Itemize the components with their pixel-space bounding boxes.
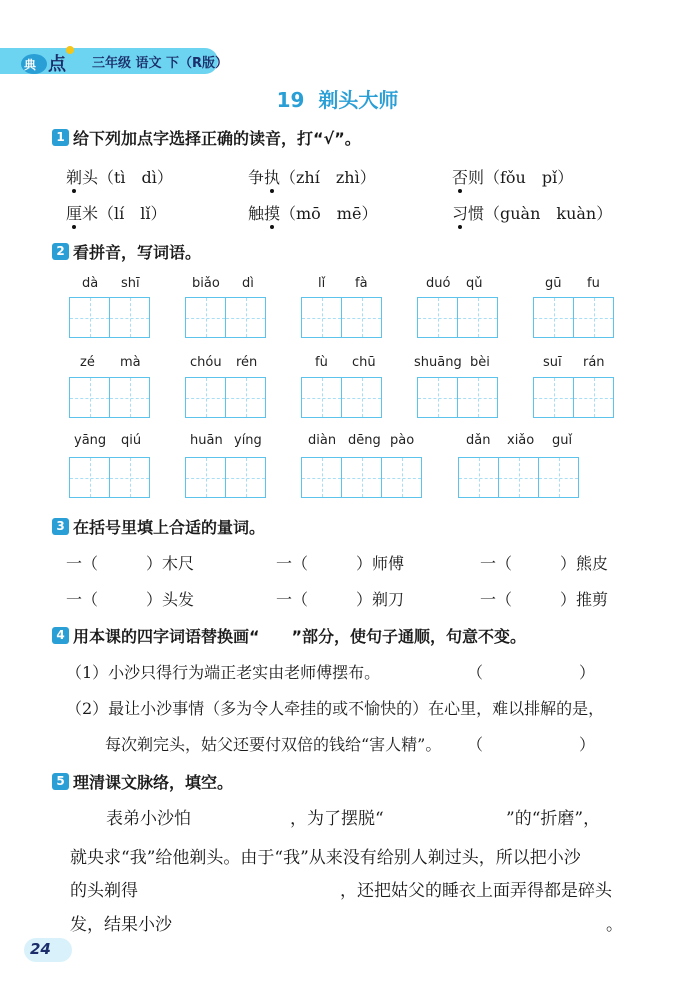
- pinyin: chū: [352, 355, 376, 370]
- paragraph-text: ”的“折磨”，: [506, 809, 601, 829]
- answer-paren[interactable]: （ ）: [467, 663, 596, 682]
- pinyin: xiǎo: [507, 433, 535, 448]
- question-prompt: 在括号里填上合适的量词。: [73, 518, 266, 537]
- pinyin: dǎn: [466, 433, 491, 448]
- sentence-2b: 每次剃完头，姑父还要付双倍的钱给“害人精”。: [105, 735, 442, 754]
- writing-grid[interactable]: [417, 377, 498, 418]
- writing-grid[interactable]: [533, 297, 614, 338]
- pinyin: shī: [121, 276, 140, 291]
- measure-word-item[interactable]: 一（ ）头发: [66, 590, 195, 609]
- question-1: [52, 126, 361, 149]
- sentence-2a: （2）最让小沙事情（多为令人牵挂的或不愉快的）在心里，难以排解的是，: [66, 699, 605, 718]
- question-prompt: 看拼音，写词语。: [73, 243, 202, 262]
- measure-word-item[interactable]: 一（ ）木尺: [66, 554, 195, 573]
- q1-item: 否则（fǒu pǐ）: [452, 168, 574, 187]
- emphasis-dot: [270, 225, 274, 229]
- question-number: 3: [52, 518, 69, 535]
- paragraph-text: 就央求“我”给他剃头。由于“我”从来没有给别人剃过头，所以把小沙: [70, 848, 581, 868]
- emphasis-dot: [72, 225, 76, 229]
- writing-grid[interactable]: [533, 377, 614, 418]
- pinyin: lǐ: [318, 276, 326, 291]
- question-2: [52, 240, 201, 263]
- question-prompt: 用本课的四字词语替换画“ ”部分，使句子通顺，句意不变。: [73, 627, 527, 646]
- pinyin: shuāng: [414, 355, 462, 370]
- pinyin: yāng: [74, 433, 107, 448]
- pinyin: guǐ: [552, 433, 573, 448]
- paragraph-text: ，为了摆脱“: [290, 809, 384, 829]
- pinyin: zé: [80, 355, 95, 370]
- question-number: 5: [52, 773, 69, 790]
- writing-grid[interactable]: [301, 297, 382, 338]
- pinyin: rén: [236, 355, 258, 370]
- svg-text:点: 点: [48, 54, 66, 75]
- pinyin: fà: [355, 276, 368, 291]
- pinyin: biǎo: [192, 276, 220, 291]
- pinyin: pào: [390, 433, 415, 448]
- pinyin: huān: [190, 433, 223, 448]
- writing-grid[interactable]: [417, 297, 498, 338]
- pinyin: fù: [315, 355, 328, 370]
- question-number: 1: [52, 129, 69, 146]
- svg-text:典: 典: [24, 58, 37, 72]
- writing-grid[interactable]: [185, 457, 266, 498]
- pinyin: mà: [120, 355, 141, 370]
- q1-item: 触摸（mō mē）: [248, 204, 378, 223]
- question-5: [52, 770, 233, 793]
- pinyin: gū: [545, 276, 562, 291]
- pinyin: fu: [587, 276, 600, 291]
- pinyin: yíng: [234, 433, 262, 448]
- paragraph-text: ，还把姑父的睡衣上面弄得都是碎头: [340, 881, 612, 901]
- measure-word-item[interactable]: 一（ ）熊皮: [480, 554, 609, 573]
- writing-grid[interactable]: [185, 377, 266, 418]
- emphasis-dot: [270, 189, 274, 193]
- writing-grid[interactable]: [69, 457, 150, 498]
- lesson-title: [0, 84, 675, 113]
- measure-word-item[interactable]: 一（ ）师傅: [276, 554, 405, 573]
- writing-grid[interactable]: [301, 457, 422, 498]
- answer-paren[interactable]: （ ）: [467, 735, 596, 754]
- pinyin: qǔ: [466, 276, 483, 291]
- question-number: 2: [52, 243, 69, 260]
- emphasis-dot: [458, 225, 462, 229]
- pinyin: qiú: [121, 433, 142, 448]
- q1-item: 厘米（lí lǐ）: [66, 204, 167, 223]
- writing-grid[interactable]: [301, 377, 382, 418]
- pinyin: chóu: [190, 355, 222, 370]
- pinyin: dì: [242, 276, 254, 291]
- pinyin: dēng: [348, 433, 381, 448]
- pinyin: dà: [82, 276, 99, 291]
- question-prompt: 理清课文脉络，填空。: [73, 773, 234, 792]
- pinyin: bèi: [470, 355, 490, 370]
- q1-item: 剃头（tì dì）: [66, 168, 173, 187]
- writing-grid[interactable]: [458, 457, 579, 498]
- header-series: 三年级 语文 下（R版）: [92, 56, 229, 71]
- paragraph-text: 发，结果小沙: [70, 915, 172, 935]
- question-prompt: 给下列加点字选择正确的读音，打“√”。: [73, 129, 361, 148]
- emphasis-dot: [458, 189, 462, 193]
- paragraph-text: 。: [606, 915, 623, 935]
- writing-grid[interactable]: [69, 297, 150, 338]
- question-3: [52, 515, 265, 538]
- pinyin: rán: [583, 355, 605, 370]
- writing-grid[interactable]: [69, 377, 150, 418]
- logo-icon: [20, 44, 80, 78]
- q1-item: 争执（zhí zhì）: [248, 168, 376, 187]
- pinyin: duó: [426, 276, 451, 291]
- pinyin: diàn: [308, 433, 337, 448]
- writing-grid[interactable]: [185, 297, 266, 338]
- paragraph-text: 的头剃得: [70, 881, 138, 901]
- measure-word-item[interactable]: 一（ ）推剪: [480, 590, 609, 609]
- pinyin: suī: [543, 355, 562, 370]
- page-number: 24: [30, 940, 51, 958]
- paragraph-text: 表弟小沙怕: [106, 809, 191, 829]
- lesson-name: 剃头大师: [318, 88, 399, 112]
- q1-item: 习惯（guàn kuàn）: [452, 204, 613, 223]
- question-number: 4: [52, 627, 69, 644]
- question-4: [52, 624, 526, 647]
- sentence-1: （1）小沙只得行为端正老实由老师傅摆布。: [66, 663, 381, 682]
- emphasis-dot: [72, 189, 76, 193]
- lesson-number: 19: [276, 88, 305, 112]
- measure-word-item[interactable]: 一（ ）剃刀: [276, 590, 405, 609]
